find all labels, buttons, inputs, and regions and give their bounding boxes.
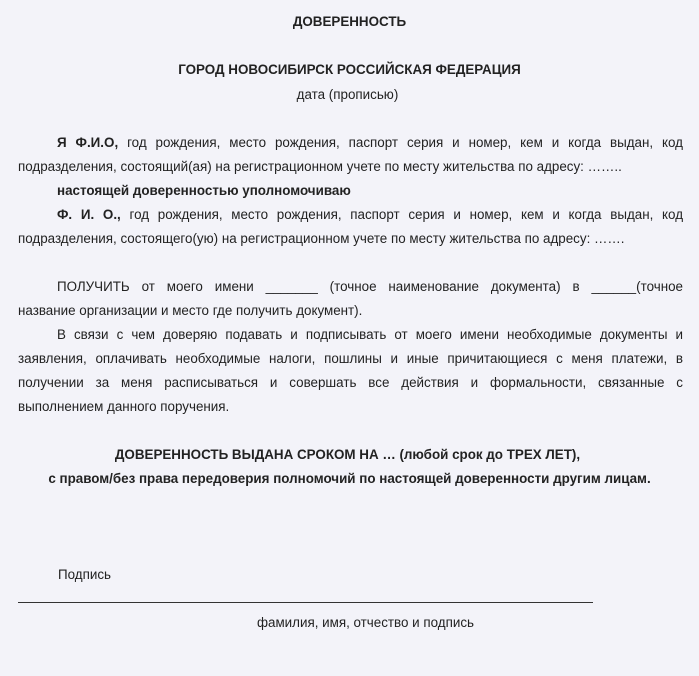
principal-line-1 [57, 135, 683, 150]
city-line: ГОРОД НОВОСИБИРСК РОССИЙСКАЯ ФЕДЕРАЦИЯ [178, 62, 521, 77]
term-line-2: с правом/без права передоверия полномочий по настоящей доверенности другим лицам. [48, 471, 651, 486]
agent-line-1-text: год рождения, место рождения, паспорт серия и номер, кем и когда выдан, код [120, 207, 683, 222]
document-title: ДОВЕРЕННОСТЬ [292, 14, 407, 29]
authorize-line: настоящей доверенностью уполномочиваю [57, 183, 351, 198]
principal-line-1-text: год рождения, место рождения, паспорт серия и номер, кем и когда выдан, код [118, 135, 683, 150]
agent-line-2: подразделения, состоящего(ую) на регистрационном учете по месту жительства по адресу: ……. [18, 231, 625, 246]
powers-line-3: получении за меня расписываться и совершать все действия и формальности, связанные с [18, 375, 683, 390]
receive-line-1: ПОЛУЧИТЬ от моего имени _______ (точное наименование документа) в ______(точное [57, 279, 683, 294]
agent-line-1 [57, 207, 683, 222]
powers-line-4: выполнением данного поручения. [18, 399, 230, 414]
receive-line-2: название организации и место где получить документ). [18, 303, 363, 318]
principal-name: Я Ф.И.О, [57, 135, 119, 150]
signature-label: Подпись [58, 567, 111, 582]
term-line-1: ДОВЕРЕННОСТЬ ВЫДАНА СРОКОМ НА … (любой срок до ТРЕХ ЛЕТ), [114, 447, 581, 462]
signature-line [18, 602, 593, 603]
date-line: дата (прописью) [296, 87, 399, 102]
powers-line-2: заявления, оплачивать необходимые налоги, пошлины и иные причитающиеся с меня платежи, в [18, 351, 683, 366]
agent-name: Ф. И. О., [57, 207, 121, 222]
signature-caption: фамилия, имя, отчество и подпись [257, 615, 475, 630]
principal-line-2: подразделения, состоящий(ая) на регистрационном учете по месту жительства по адресу: …….. [18, 159, 622, 174]
powers-line-1: В связи с чем доверяю подавать и подписывать от моего имени необходимые документы и [57, 327, 683, 342]
